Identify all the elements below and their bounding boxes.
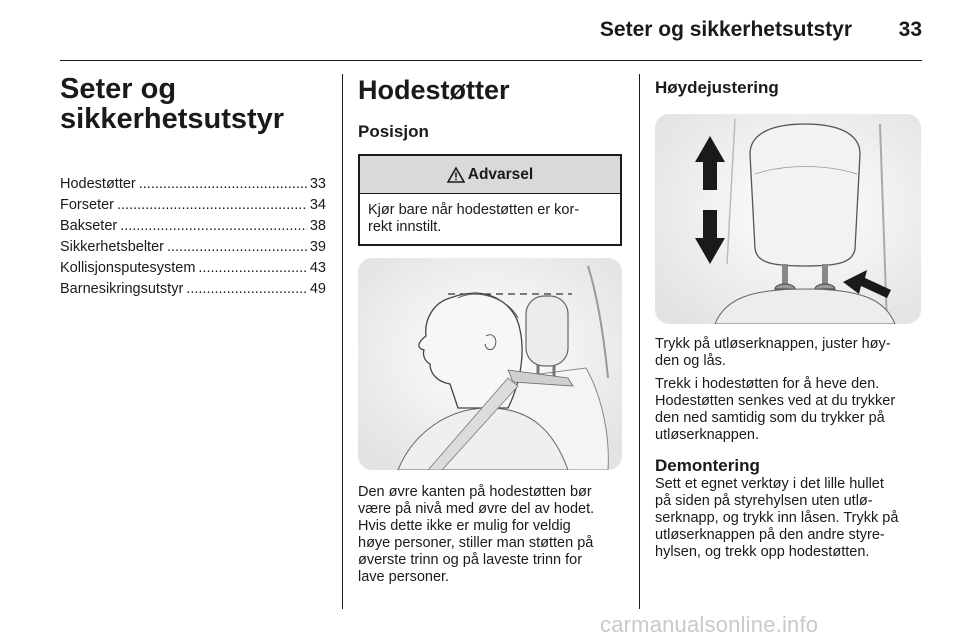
- toc-item[interactable]: Forseter ..... 34: [60, 195, 326, 216]
- height-adjust-text-2: Trekk i hodestøtten for å heve den. Hodestøtten senkes ved at du trykker den ned samtidig som du trykker på utløserknappen.: [655, 376, 896, 443]
- position-description: Den øvre kanten på hodestøtten bør være på nivå med øvre del av hodet. Hvis dette ikke er mulig for veldig høye personer, stiller man støtten på øverste trinn og på laveste trinn for lave personer.: [358, 484, 595, 585]
- column-divider-2: [639, 74, 640, 609]
- toc-item[interactable]: Sikkerhetsbelter ..... 39: [60, 237, 326, 258]
- header-rule: [60, 60, 922, 61]
- warning-triangle-icon: [447, 167, 465, 183]
- position-heading: Posisjon: [358, 122, 429, 141]
- page-number: 33: [898, 18, 922, 41]
- headrest-column: [358, 74, 622, 586]
- column-divider-1: [342, 74, 343, 609]
- adjustment-column: [655, 74, 925, 561]
- toc-item[interactable]: Bakseter ..... 38: [60, 216, 326, 237]
- warning-box: [358, 154, 622, 246]
- height-adjust-text-1: Trykk på utløserknappen, juster høy- den og lås.: [655, 336, 891, 369]
- headrest-adjust-illustration: [655, 114, 921, 324]
- toc-item[interactable]: Kollisjonsputesystem ..... 43: [60, 258, 326, 279]
- toc-item[interactable]: Barnesikringsutstyr ..... 49: [60, 279, 326, 300]
- removal-text: Sett et egnet verktøy i det lille hullet på siden på styrehylsen uten utlø- serknapp, og trykk inn låsen. Trykk på utløserknappen på den andre styre- hylsen, og trekk opp hodestøtten.: [655, 476, 899, 560]
- height-adjust-heading: Høydejustering: [655, 78, 779, 97]
- warning-text: Kjør bare når hodestøtten er kor- rekt innstilt.: [368, 202, 580, 235]
- warning-header: [360, 156, 620, 194]
- chapter-column: [60, 74, 326, 300]
- section-title: Hodestøtter: [358, 75, 510, 105]
- watermark: carmanualsonline.info: [600, 612, 819, 637]
- removal-heading: Demontering: [655, 456, 760, 475]
- warning-title: Advarsel: [467, 165, 534, 183]
- headrest-position-illustration: [358, 258, 622, 470]
- table-of-contents: [60, 174, 326, 300]
- header-title: Seter og sikkerhetsutstyr: [599, 18, 852, 41]
- chapter-title: Seter og sikkerhetsutstyr: [60, 73, 285, 135]
- toc-item[interactable]: Hodestøtter ..... 33: [60, 174, 326, 195]
